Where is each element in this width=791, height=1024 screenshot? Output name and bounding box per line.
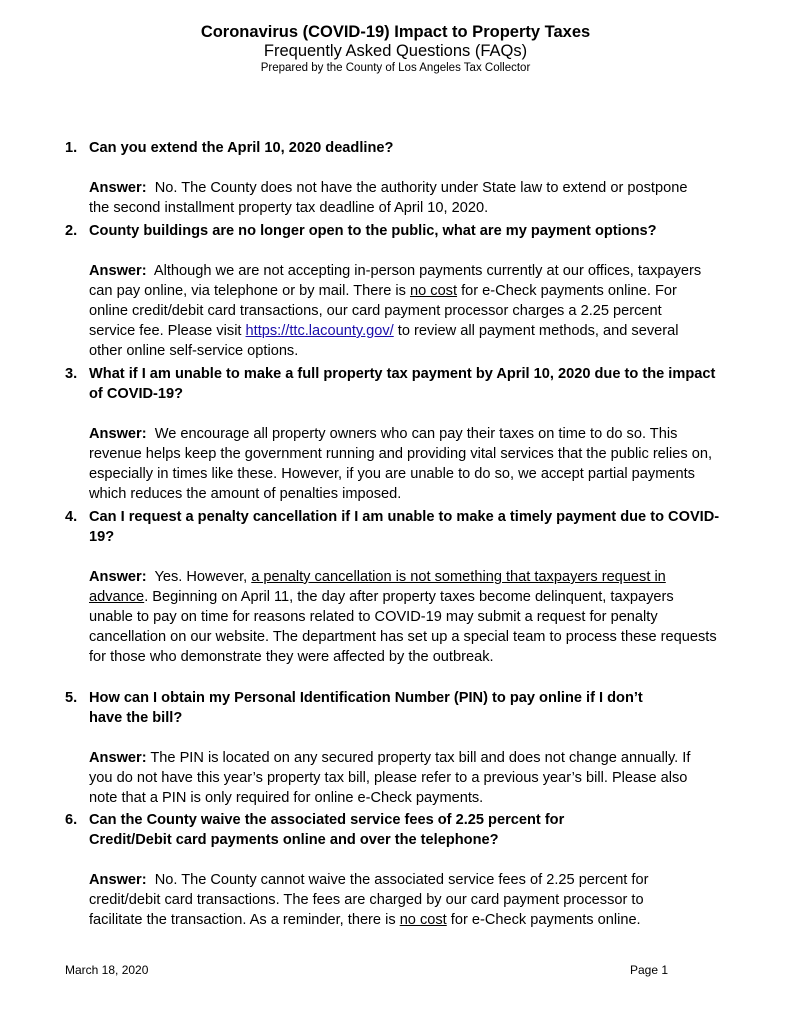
faq-question — [65, 221, 725, 241]
answer-text: No. The County does not have the authority under State law to extend or postpone the second installment property tax deadline of April 10, 2020. — [89, 180, 688, 216]
faq-item-4 — [65, 507, 725, 667]
faq-answer — [89, 424, 715, 504]
faq-answer — [89, 748, 699, 808]
answer-label: Answer: — [89, 872, 147, 888]
answer-text: Although we are not accepting in-person payments currently at our offices, taxpayers can pay online, via telephone or by mail. There is — [89, 263, 702, 299]
faq-question-text: How can I obtain my Personal Identification Number (PIN) to pay online if I don’t have the bill? — [89, 690, 643, 726]
document-header — [0, 23, 791, 76]
ttc-website-link[interactable]: https://ttc.lacounty.gov/ — [245, 323, 394, 339]
faq-answer — [89, 261, 709, 361]
faq-item-6 — [65, 810, 725, 930]
answer-text: The PIN is located on any secured property tax bill and does not change annually. If you do not have this year’s property tax bill, please refer to a previous year’s bill. Please also note that a PIN is only required for online e-Check payments. — [89, 750, 691, 806]
faq-question — [65, 138, 725, 158]
answer-text: . Beginning on April 11, the day after property taxes become delinquent, taxpayers unable to pay on time for reasons related to COVID-19 may submit a request for penalty cancellation on our website. The department has set up a special team to process these requests for those who demonstrate they were affected by the outbreak. — [89, 589, 717, 665]
footer-page-number: Page 1 — [630, 963, 669, 977]
faq-question-text: County buildings are no longer open to the public, what are my payment options? — [89, 223, 657, 239]
faq-question-text: What if I am unable to make a full property tax payment by April 10, 2020 due to the impact of COVID-19? — [89, 366, 716, 402]
document-title: Coronavirus (COVID-19) Impact to Property Taxes — [200, 23, 591, 41]
answer-text: We encourage all property owners who can pay their taxes on time to do so. This revenue helps keep the government running and providing vital services that the public relies on, especially in times like these. However, if you are unable to do so, we accept partial payments which reduces the amount of penalties imposed. — [89, 426, 713, 502]
faq-item-5 — [65, 688, 725, 808]
faq-answer — [89, 178, 689, 218]
no-cost-emphasis: no cost — [409, 283, 458, 299]
answer-label: Answer: — [89, 426, 147, 442]
no-cost-emphasis: no cost — [399, 912, 447, 928]
answer-text: to review all payment methods, and several other online self-service options. — [89, 323, 679, 359]
penalty-cancellation-emphasis: a penalty cancellation is not something that taxpayers request in advance — [89, 569, 666, 605]
faq-number: 5. — [65, 690, 78, 706]
faq-answer — [89, 567, 719, 667]
answer-label: Answer: — [89, 180, 147, 196]
faq-question — [65, 688, 725, 728]
faq-answer — [89, 870, 699, 930]
answer-text: Yes. However, — [154, 569, 252, 585]
faq-question-text: Can you extend the April 10, 2020 deadline? — [89, 140, 394, 156]
prepared-by: Prepared by the County of Los Angeles Tax Collector — [260, 62, 531, 74]
answer-text: for e-Check payments online. For online credit/debit card transactions, our card payment processor charges a 2.25 percent service fee. Please visit — [89, 283, 677, 339]
faq-question — [65, 810, 725, 850]
faq-item-3 — [65, 364, 725, 504]
faq-question-text: Can the County waive the associated service fees of 2.25 percent for Credit/Debit card payments online and over the telephone? — [89, 812, 565, 848]
answer-label: Answer: — [89, 569, 147, 585]
faq-question — [65, 507, 725, 547]
answer-text: No. The County cannot waive the associated service fees of 2.25 percent for credit/debit card transactions. The fees are charged by our card payment processor to facilitate the transaction. As a reminder, there is — [89, 872, 649, 928]
faq-number: 3. — [65, 366, 78, 382]
answer-label: Answer: — [89, 750, 147, 766]
faq-number: 4. — [65, 509, 78, 525]
faq-question-text: Can I request a penalty cancellation if I am unable to make a timely payment due to COVID-19? — [89, 509, 720, 545]
answer-text: for e-Check payments online. — [446, 912, 641, 928]
faq-number: 2. — [65, 223, 78, 239]
answer-label: Answer: — [89, 263, 147, 279]
footer-date: March 18, 2020 — [65, 963, 149, 977]
faq-number: 6. — [65, 812, 78, 828]
faq-number: 1. — [65, 140, 78, 156]
faq-item-2 — [65, 221, 725, 361]
faq-item-1 — [65, 138, 725, 218]
document-subtitle: Frequently Asked Questions (FAQs) — [263, 42, 528, 60]
faq-question — [65, 364, 725, 404]
